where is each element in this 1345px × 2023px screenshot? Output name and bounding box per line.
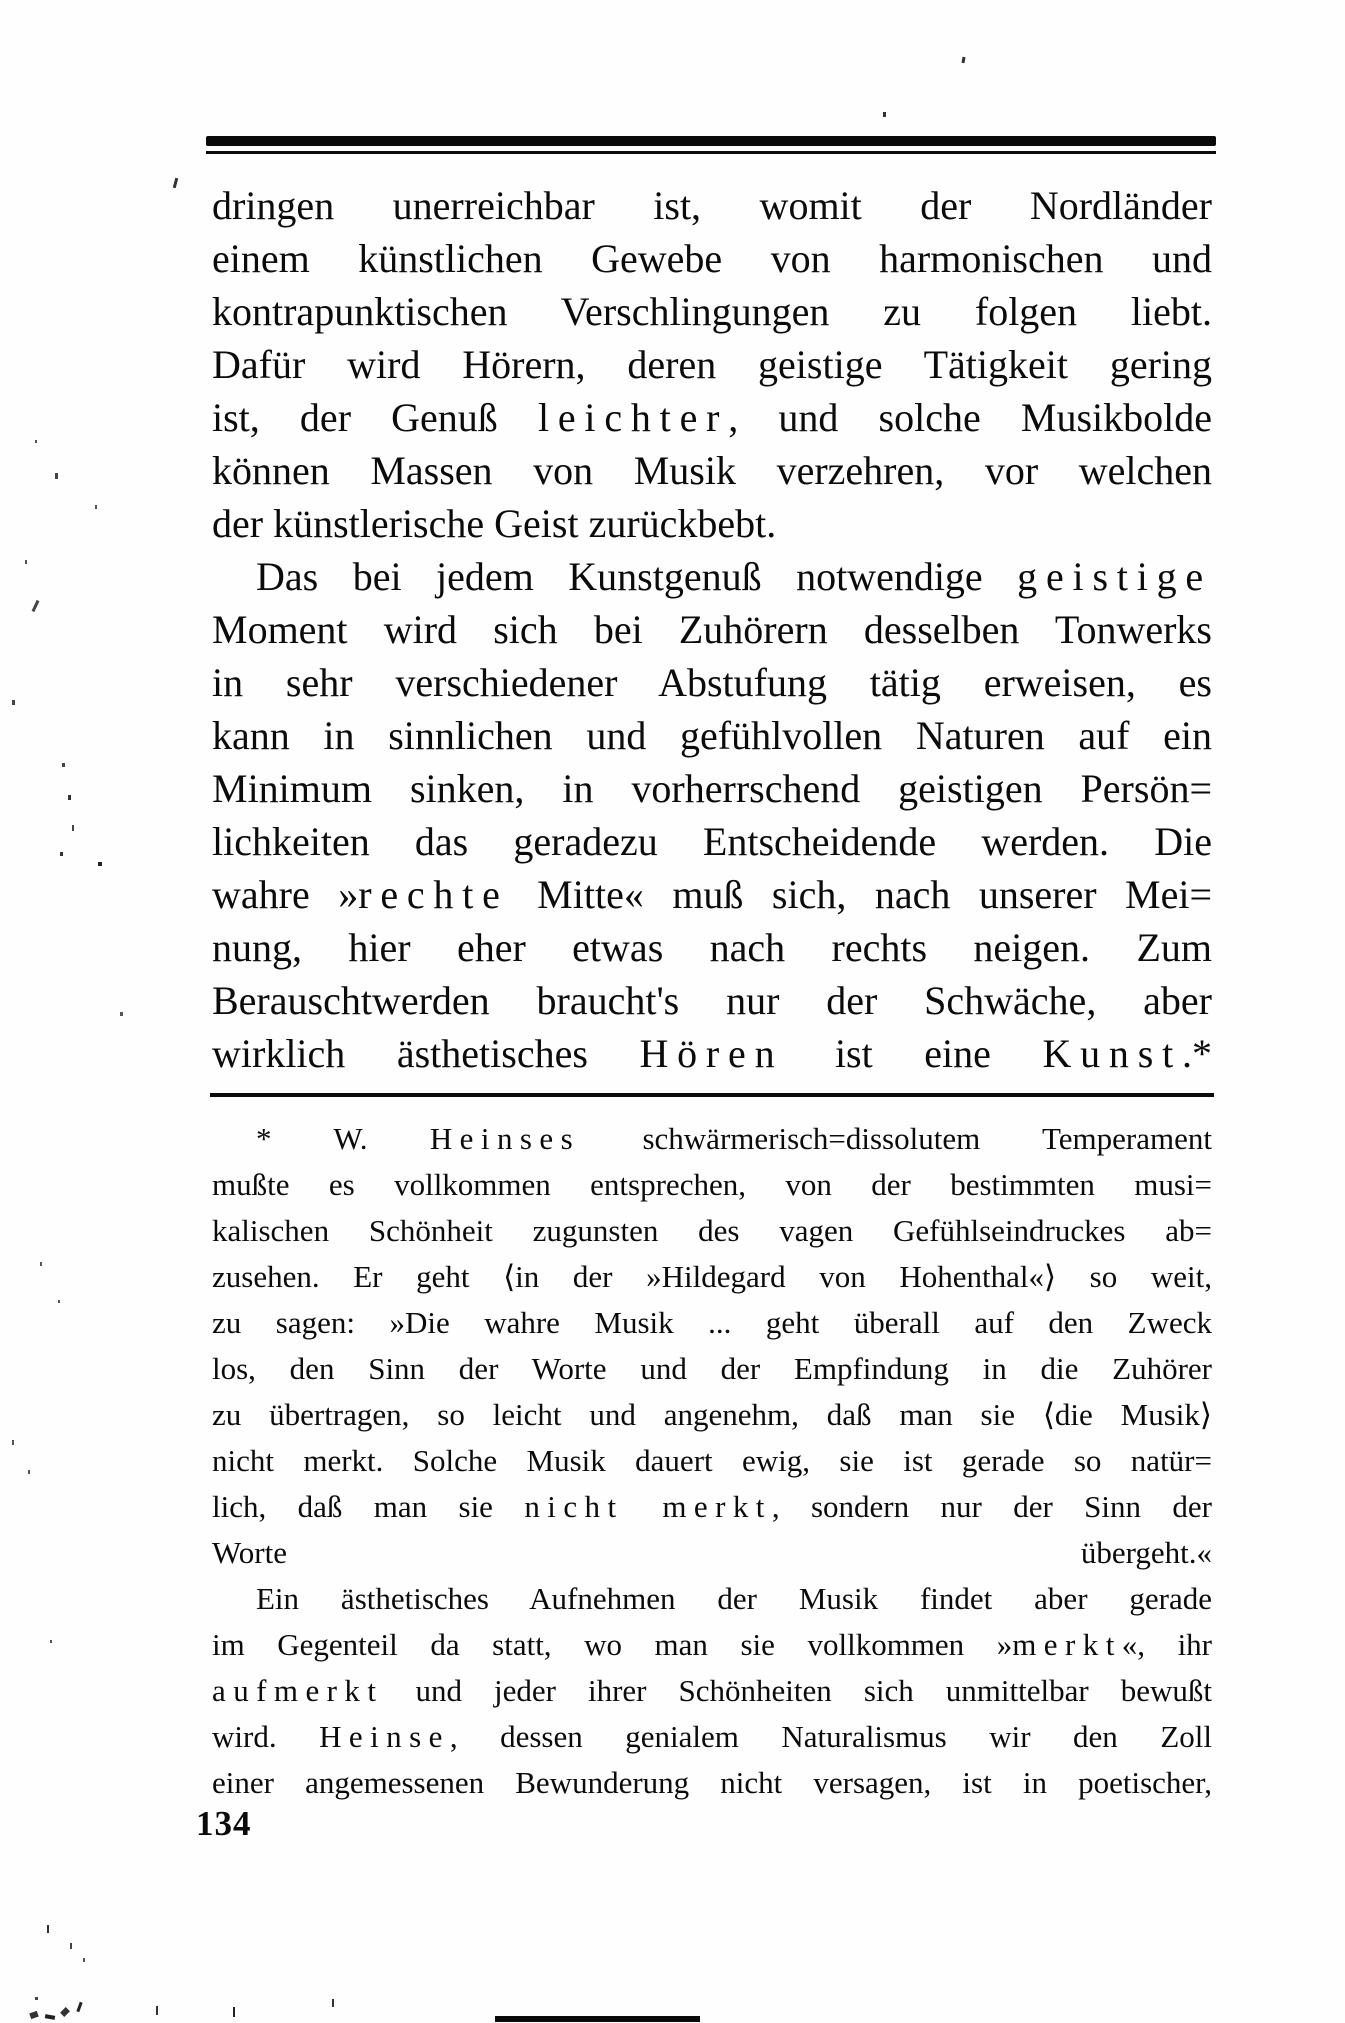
scan-speck [76,2002,82,2012]
text-line: in sehr verschiedener Abstufung tätig erweisen, es [212,660,1212,705]
text-line: wahre »rechte Mitte« muß sich, nach unserer Mei= [212,872,1212,917]
scan-speck [95,505,97,509]
scan-speck [55,473,58,479]
footnote-line: mußte es vollkommen entsprechen, von der bestimmten musi= [212,1167,1212,1202]
main-text [212,179,1212,1080]
text-line: kann in sinnlichen und gefühlvollen Naturen auf ein [212,713,1212,758]
text-line: der künstlerische Geist zurückbebt. [212,501,777,546]
scan-speck [120,1012,123,1016]
scan-speck [32,600,40,612]
text-line: Moment wird sich bei Zuhörern desselben Tonwerks [212,607,1212,652]
footnote-line: aufmerkt und jeder ihrer Schönheiten sich unmittelbar bewußt [212,1673,1212,1708]
footnote-line: nicht merkt. Solche Musik dauert ewig, sie ist gerade so natür= [212,1443,1212,1478]
scan-speck [72,825,74,831]
footnote-line: zu sagen: »Die wahre Musik ... geht überall auf den Zweck [212,1305,1212,1340]
footnote-line: los, den Sinn der Worte und der Empfindung in die Zuhörer [212,1351,1212,1386]
scan-speck [98,862,102,866]
scan-speck [68,795,71,800]
text-line: einem künstlichen Gewebe von harmonischen und [212,236,1212,281]
header-rule-thin [206,151,1216,154]
scan-speck [45,2014,56,2020]
text-line: Dafür wird Hörern, deren geistige Tätigkeit gering [212,342,1212,387]
footnote-line: im Gegenteil da statt, wo man sie vollkommen »merkt«, ihr [212,1627,1212,1662]
scan-speck [883,112,886,117]
footnote-line: Ein ästhetisches Aufnehmen der Musik findet aber gerade [256,1581,1212,1616]
scan-speck [60,2007,70,2017]
text-line: Minimum sinken, in vorherrschend geistigen Persön= [212,766,1212,811]
scan-speck [173,178,178,188]
scan-speck [40,1262,42,1266]
footnote-line: wird. Heinse, dessen genialem Naturalismus wir den Zoll [212,1719,1212,1754]
footnote-line: Worte übergeht.« [212,1535,1212,1570]
scan-speck [25,560,27,564]
scan-speck [962,57,966,63]
scan-speck [12,1440,14,1445]
scan-speck [12,700,15,705]
footnote-line: kalischen Schönheit zugunsten des vagen Gefühlseindruckes ab= [212,1213,1212,1248]
scan-speck [495,2016,700,2022]
scan-speck [58,1300,60,1303]
scan-speck [28,1470,30,1474]
text-line: nung, hier eher etwas nach rechts neigen. Zum [212,925,1212,970]
scan-speck [60,852,63,856]
scan-speck [62,763,65,767]
footnote-line: lich, daß man sie nicht merkt, sondern nur der Sinn der [212,1489,1212,1524]
scan-speck [50,1640,52,1643]
footnote-line: * W. Heinses schwärmerisch=dissolutem Temperament [256,1121,1212,1156]
scan-speck [83,1958,85,1962]
scan-speck [156,2006,158,2015]
page-number: 134 [196,1804,252,1843]
text-line: Berauschtwerden braucht's nur der Schwäche, aber [212,978,1212,1023]
footnote-rule [210,1093,1214,1097]
text-line: ist, der Genuß leichter, und solche Musikbolde [212,395,1212,440]
scan-speck [47,1925,49,1933]
scan-speck [35,440,37,443]
text-line: wirklich ästhetisches Hören ist eine Kunst.* [212,1031,1212,1076]
text-line: dringen unerreichbar ist, womit der Nordländer [212,183,1212,228]
text-line: lichkeiten das geradezu Entscheidende werden. Die [212,819,1212,864]
header-rule [206,136,1216,154]
scan-speck [233,2007,235,2017]
footnote-text [212,1116,1212,1806]
scan-speck [35,1997,38,2000]
scan-speck [29,2011,39,2019]
text-line: kontrapunktischen Verschlingungen zu folgen liebt. [212,289,1212,334]
scan-speck [332,1999,334,2007]
text-line: können Massen von Musik verzehren, vor welchen [212,448,1212,493]
footnote-line: einer angemessenen Bewunderung nicht versagen, ist in poetischer, [212,1765,1212,1800]
scan-speck [70,1943,72,1949]
header-rule-thick [206,136,1216,146]
text-line: Das bei jedem Kunstgenuß notwendige geistige [256,554,1212,599]
footnote-line: zusehen. Er geht ⟨in der »Hildegard von Hohenthal«⟩ so weit, [212,1259,1212,1294]
footnote-line: zu übertragen, so leicht und angenehm, daß man sie ⟨die Musik⟩ [212,1397,1212,1432]
